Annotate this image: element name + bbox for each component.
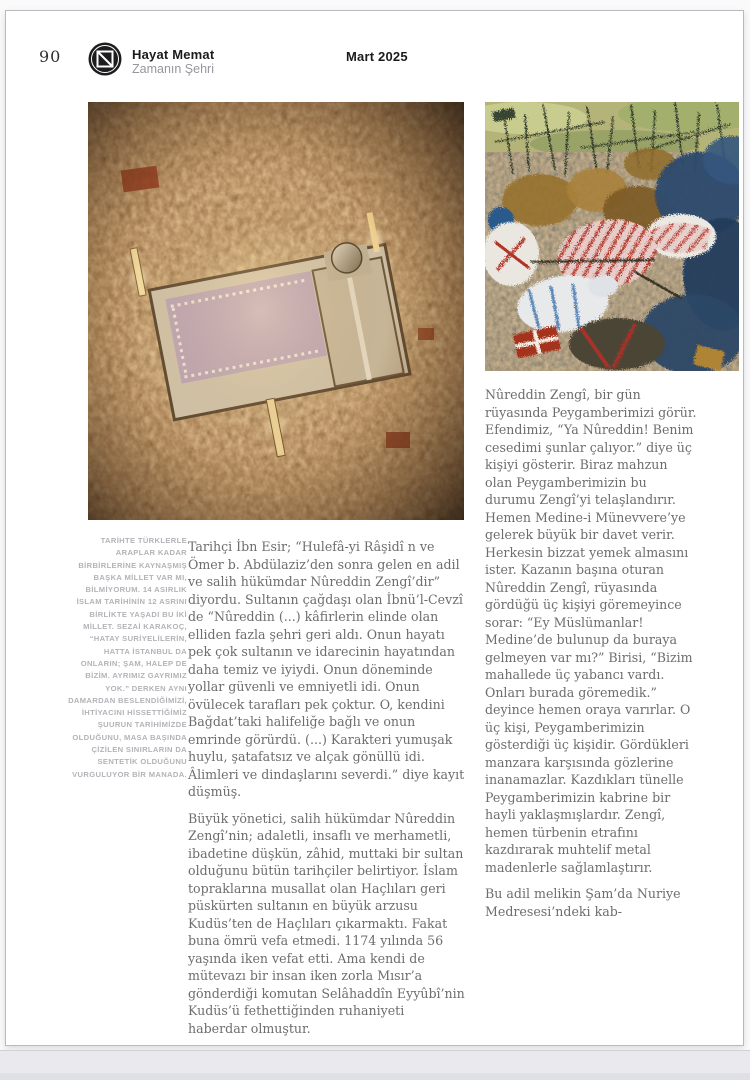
- body-column-right: [485, 386, 697, 929]
- page-number: 90: [39, 47, 62, 66]
- margin-caption: TARİHTE TÜRKLERLE ARAPLAR KADAR BİRBİRLERİNE KAYNAŞMIŞ BAŞKA MİLLET VAR MI, BİLMİYORUM. 14 ASIRLIK İSLAM TARİHİNİN 12 ASRINI BİRLİKTE YAŞADI BU İKİ MİLLET. SEZAİ KARAKOÇ, “HATAY SURİYELİLERİN, HATTA İSTANBUL DA ONLARIN; ŞAM, HALEP DE BİZİM. AYRIMIZ GAYRIMIZ YOK.” DERKEN AYNI DAMARDAN BESLENDİĞİMİZİ, İHTİYACINI HİSSETTİĞİMİZ ŞUURUN TARİHİMİZDE OLDUĞUNU, MASA BAŞINDA ÇİZİLEN SINIRLARIN DA SENTETİK OLDUĞUNU VURGULUYOR BİR MANADA.: [68, 536, 187, 779]
- masthead: [132, 47, 214, 77]
- aerial-photo-damascus-mosque: [88, 102, 464, 520]
- body-paragraph: Büyük yönetici, salih hükümdar Nûreddin Zengî’nin; adaletli, insaflı ve merhametli, ibadetine düşkün, zâhid, muttaki bir sultan olduğunu bütün tarihçiler belirtiyor. İslam topraklarına musallat olan Haçlıları geri püskürten sultanın en büyük arzusu Kudüs’ten de Haçlıları çıkarmaktı. Fakat buna ömrü vefa etmedi. 1174 yılında 56 yaşında iken vefat etti. Ama kendi de mütevazı bir insan iken zorla Mısır’a gönderdiği komutan Selâhaddîn Eyyûbî’nin Kudüs’ü fethettiğinden ruhaniyeti haberdar olmuştur.: [188, 810, 465, 1036]
- body-paragraph: Nûreddin Zengî, bir gün rüyasında Peygamberimizi görür. Efendimiz, “Ya Nûreddin! Benim cesedimi şunlar çalıyor.” diye üç kişiyi gösterir. Biraz mahzun olan Peygamberimizin bu durumu Zengî’yi telaşlandırır. Hemen Medine-i Münevvere’ye gelerek büyük bir davet verir. Herkesin bizzat yemek almasını ister. Kazanın başına oturan Nûreddin Zengî, rüyasında gördüğü üç kişiyi göremeyince sorar: “Ey Müslümanlar! Medine’de bulunup da buraya gelmeyen var mı?” Birisi, “Bizim mahallede üç yabancı vardı. Onları burada göremedik.” deyince hemen oraya varırlar. O üç kişi, Peygamberimizin gösterdiği üç kişidir. Gördükleri manzara karşısında gözlerine inanamazlar. Kazdıkları tünelle Peygamberimizin kabrine bir hayli yaklaşmışlardır. Zengî, hemen türbenin etrafını kazdırarak muhtelif metal madenlerle sağlamlaştırır.: [485, 387, 697, 875]
- magazine-logo-icon: [87, 41, 123, 77]
- issue-date: Mart 2025: [346, 49, 408, 64]
- page-bottom-shadow: [0, 1050, 750, 1080]
- magazine-page: [5, 10, 744, 1046]
- body-paragraph: Tarihçi İbn Esir; “Hulefâ-yi Râşidî n ve Ömer b. Abdülaziz’den sonra gelen en adil ve salih hükümdar Nûreddin Zengî’dir” diyordu. Sultanın çağdaşı olan İbnü’l-Cevzî de “Nûreddin (...) kâfirlerin elinde olan elliden fazla şehri geri aldı. Onun hayatı pek çok sultanın ve idarecinin hayatından daha temiz ve iyiydi. Onun döneminde yollar güvenli ve emniyetli idi. Onun övülecek tarafları pek çoktur. O, kendini Bağdat’taki halifeliğe bağlı ve onun emrinde görürdü. (...) Karakteri yumuşak huylu, şatafatsız ve alçak gönüllü idi. Âlimleri ve dindaşlarını severdi.” diye kayıt düşmüş.: [188, 539, 465, 799]
- battle-miniature-painting: [485, 102, 739, 371]
- n-monogram-circle-icon: [87, 41, 123, 77]
- battle-painting-illustration: [485, 102, 739, 371]
- magazine-title: Hayat Memat: [132, 47, 215, 62]
- aerial-photo-illustration: [88, 102, 464, 520]
- section-title: Zamanın Şehri: [132, 62, 214, 76]
- body-column-middle: [188, 538, 466, 1046]
- body-paragraph: Bu adil melikin Şam’da Nuriye Medresesi’ndeki kab-: [485, 886, 681, 919]
